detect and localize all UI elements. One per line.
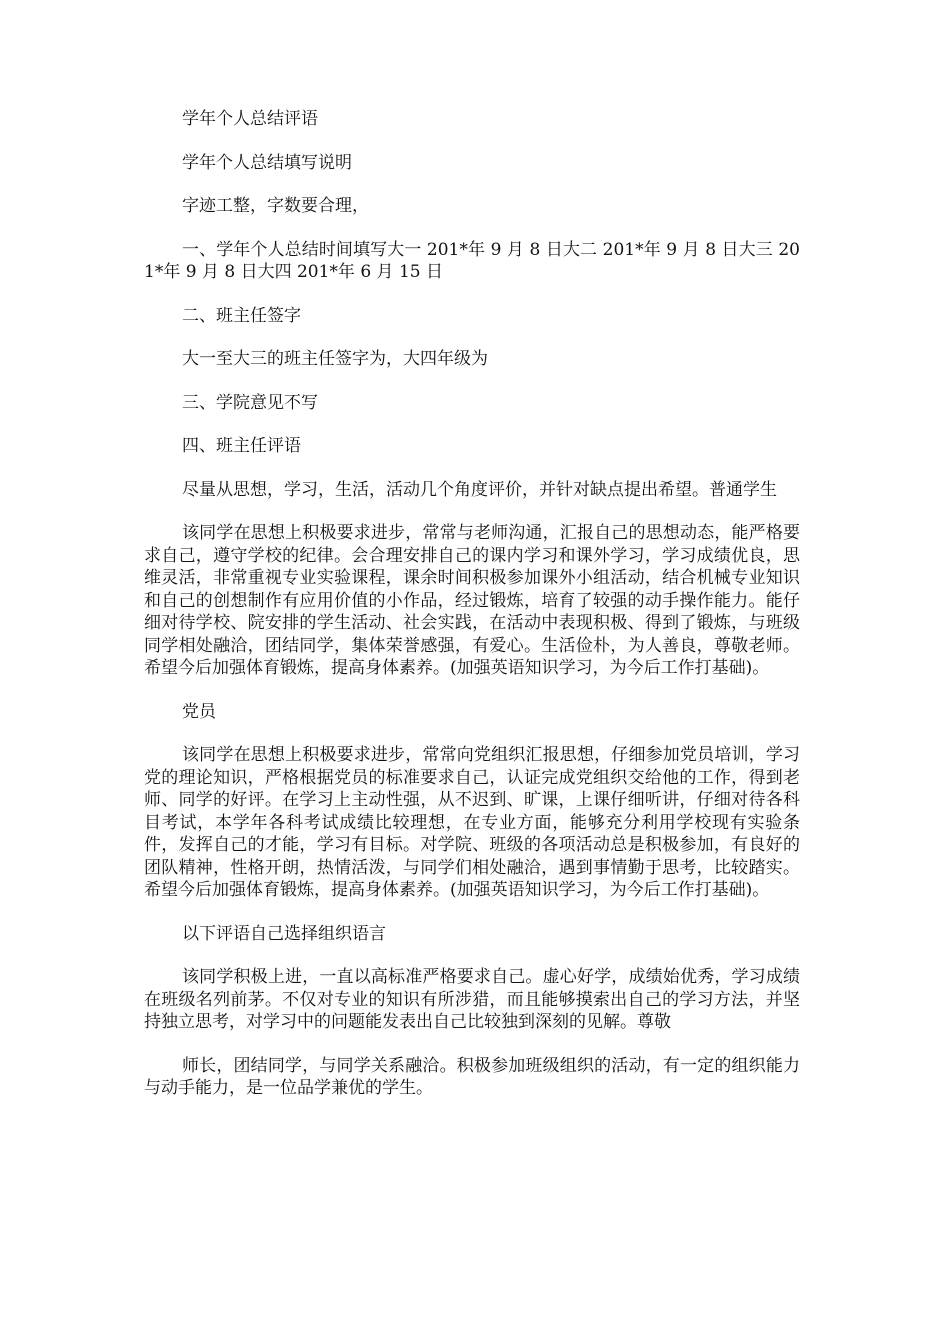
doc-subtitle: 学年个人总结填写说明 bbox=[182, 152, 352, 173]
section-heading: 四、班主任评语 bbox=[182, 436, 301, 456]
document-body bbox=[144, 108, 800, 1121]
doc-paragraph: 尽量从思想，学习，生活，活动几个角度评价，并针对缺点提出希望。普通学生 bbox=[182, 479, 777, 500]
doc-paragraph: 大一至大三的班主任签字为，大四年级为 bbox=[182, 349, 488, 369]
doc-paragraph: 一、学年个人总结时间填写大一 201*年 9 月 8 日大二 201*年 9 月 8 日大三 201*年 9 月 8 日大四 201*年 6 月 15 日 bbox=[144, 239, 800, 282]
doc-paragraph: 字迹工整，字数要合理， bbox=[182, 196, 369, 216]
comment-paragraph: 该同学积极上进，一直以高标准严格要求自己。虚心好学，成绩始优秀，学习成绩在班级名列前茅。不仅对专业的知识有所涉猎，而且能够摸索出自己的学习方法，并坚持独立思考，对学习中的问题能发表出自己比较独到深刻的见解。尊敬 bbox=[144, 967, 800, 1032]
section-heading: 二、班主任签字 bbox=[182, 305, 301, 326]
doc-title: 学年个人总结评语 bbox=[182, 109, 318, 129]
section-heading: 党员 bbox=[182, 701, 216, 722]
section-heading: 三、学院意见不写 bbox=[182, 392, 318, 413]
comment-paragraph: 该同学在思想上积极要求进步，常常与老师沟通，汇报自己的思想动态，能严格要求自己，遵守学校的纪律。会合理安排自己的课内学习和课外学习，学习成绩优良，思维灵活，非常重视专业实验课程，课余时间积极参加课外小组活动，结合机械专业知识和自己的创想制作有应用价值的小作品，经过锻炼，培育了较强的动手操作能力。能仔细对待学校、院安排的学生活动、社会实践，在活动中表现积极、得到了锻炼，与班级同学相处融洽，团结同学，集体荣誉感强，有爱心。生活俭朴，为人善良，尊敬老师。希望今后加强体育锻炼，提高身体素养。(加强英语知识学习，为今后工作打基础)。 bbox=[144, 523, 800, 678]
comment-paragraph: 该同学在思想上积极要求进步，常常向党组织汇报思想，仔细参加党员培训，学习党的理论知识，严格根据党员的标准要求自己，认证完成党组织交给他的工作，得到老师、同学的好评。在学习上主动性强，从不迟到、旷课，上课仔细听讲，仔细对待各科目考试，本学年各科考试成绩比较理想，在专业方面，能够充分利用学校现有实验条件，发挥自己的才能，学习有目标。对学院、班级的各项活动总是积极参加，有良好的团队精神，性格开朗，热情活泼，与同学们相处融洽，遇到事情勤于思考，比较踏实。希望今后加强体育锻炼，提高身体素养。(加强英语知识学习，为今后工作打基础)。 bbox=[144, 745, 800, 900]
comment-paragraph: 师长，团结同学，与同学关系融洽。积极参加班级组织的活动，有一定的组织能力与动手能力，是一位品学兼优的学生。 bbox=[144, 1055, 800, 1098]
section-heading: 以下评语自己选择组织语言 bbox=[182, 923, 386, 944]
